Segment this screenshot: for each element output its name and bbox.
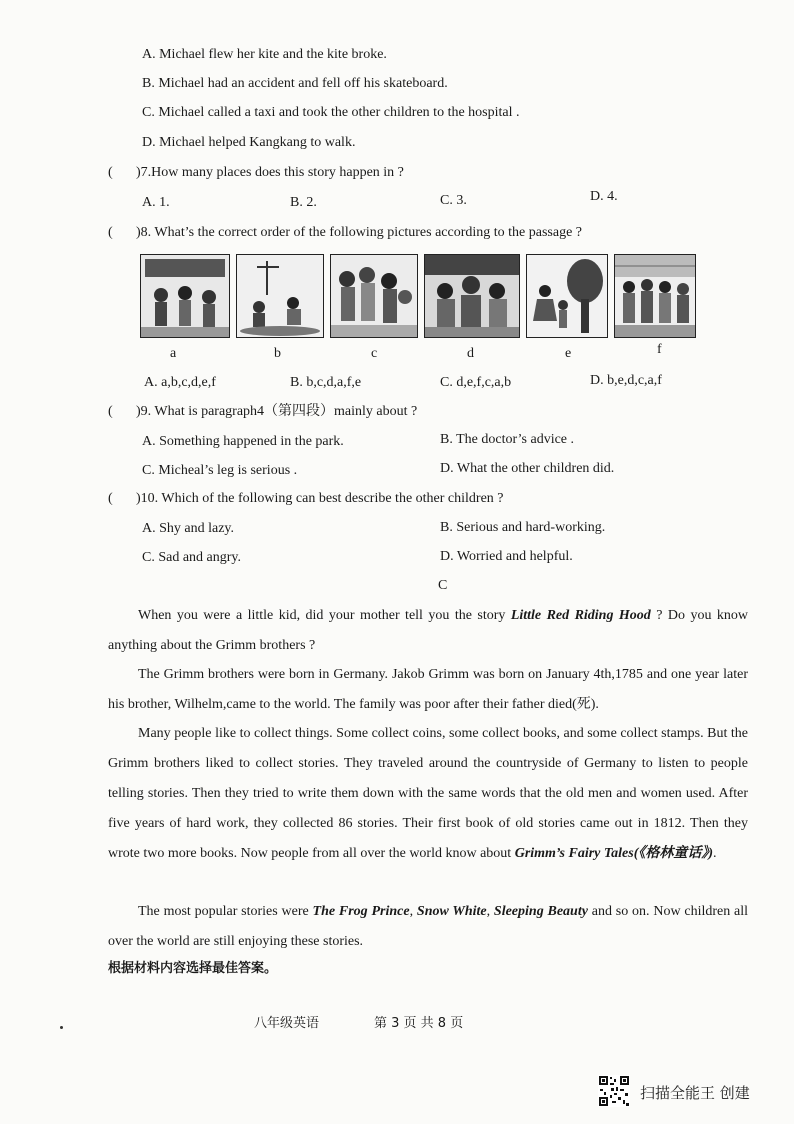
question-8 — [108, 224, 582, 242]
question-7-text: )7.How many places does this story happen in ? — [136, 165, 404, 180]
question-9 — [108, 403, 417, 421]
question-8-text: )8. What’s the correct order of the following pictures according to the passage ? — [136, 225, 583, 240]
instruction: 根据材料内容选择最佳答案。 — [108, 961, 278, 976]
story-title: Snow White — [416, 904, 487, 919]
q9-option-b: B. The doctor’s advice . — [440, 432, 575, 447]
answer-bracket: ( — [108, 491, 113, 506]
q7-option-a: A. 1. — [142, 195, 170, 210]
question-10 — [108, 490, 504, 508]
q10-option-c: C. Sad and angry. — [142, 550, 242, 565]
question-10-text: )10. Which of the following can best describe the other children ? — [136, 491, 504, 506]
section-heading: C — [438, 578, 448, 593]
picture-label-a: a — [170, 346, 177, 361]
q6-option-c: C. Michael called a taxi and took the other children to the hospital . — [142, 105, 520, 120]
paragraph-3: Many people like to collect things. Some collect coins, some collect books, and some collect stamps. But the Grimm brothers liked to collect stories. They traveled around the countryside of Germany to listen to people telling stories. Then they tried to write them down with the same words that the old men and women used. After five years of hard work, they collected 86 stories. Their first book of old stories came out in 1812. Then they wrote two more books. Now people from all over the world know about Grimm’s Fairy Tales(《格林童话》). — [108, 726, 748, 861]
footer-page-number: 第 3 页 共 8 页 — [374, 1016, 464, 1031]
scanner-watermark: 扫描全能王 创建 — [640, 1084, 750, 1102]
story-title: Little Red Riding Hood — [510, 608, 651, 623]
q7-option-d: D. 4. — [590, 189, 618, 204]
q9-option-c: C. Micheal’s leg is serious . — [142, 463, 298, 478]
q6-option-a: A. Michael flew her kite and the kite broke. — [142, 47, 387, 62]
picture-label-f: f — [657, 342, 662, 357]
paragraph-2: The Grimm brothers were born in Germany. Jakob Grimm was born on January 4th,1785 and one year later his brother, Wilhelm,came to the world. The family was poor after their father died(死). — [108, 667, 748, 712]
book-title: Grimm’s Fairy Tales(《格林童话》) — [514, 846, 714, 861]
scan-speck — [60, 1026, 63, 1029]
q7-option-b: B. 2. — [290, 195, 317, 210]
answer-bracket: ( — [108, 404, 113, 419]
q9-option-a: A. Something happened in the park. — [142, 434, 344, 449]
q6-option-b: B. Michael had an accident and fell off his skateboard. — [142, 76, 448, 91]
q7-option-c: C. 3. — [440, 193, 467, 208]
picture-a — [140, 254, 230, 338]
picture-e — [526, 254, 608, 338]
story-title: The Frog Prince — [312, 904, 410, 919]
paragraph-1: When you were a little kid, did your mother tell you the story Little Red Riding Hood ? Do you know anything about the Grimm brothers ? — [108, 608, 749, 653]
q10-option-b: B. Serious and hard-working. — [440, 520, 606, 535]
picture-label-c: c — [371, 346, 378, 361]
q10-option-a: A. Shy and lazy. — [142, 521, 235, 536]
picture-label-b: b — [274, 346, 281, 361]
picture-d — [424, 254, 520, 338]
answer-bracket: ( — [108, 165, 113, 180]
footer-subject: 八年级英语 — [254, 1016, 320, 1031]
q8-option-a: A. a,b,c,d,e,f — [144, 375, 216, 390]
picture-label-d: d — [467, 346, 474, 361]
story-title: Sleeping Beauty — [493, 904, 588, 919]
qr-code-icon — [598, 1075, 630, 1107]
q6-option-d: D. Michael helped Kangkang to walk. — [142, 135, 356, 150]
picture-label-e: e — [565, 346, 572, 361]
question-9-text: )9. What is paragraph4（第四段）mainly about ? — [136, 404, 418, 419]
q8-option-b: B. b,c,d,a,f,e — [290, 375, 362, 390]
q8-option-d: D. b,e,d,c,a,f — [590, 373, 662, 388]
picture-c — [330, 254, 418, 338]
q8-option-c: C. d,e,f,c,a,b — [440, 375, 512, 390]
picture-b — [236, 254, 324, 338]
picture-f — [614, 254, 696, 338]
paragraph-4: The most popular stories were The Frog Prince, Snow White, Sleeping Beauty and so on. Now children all over the world are still enjoying these stories. — [108, 904, 749, 949]
q10-option-d: D. Worried and helpful. — [440, 549, 573, 564]
q9-option-d: D. What the other children did. — [440, 461, 615, 476]
question-7 — [108, 164, 404, 182]
answer-bracket: ( — [108, 225, 113, 240]
